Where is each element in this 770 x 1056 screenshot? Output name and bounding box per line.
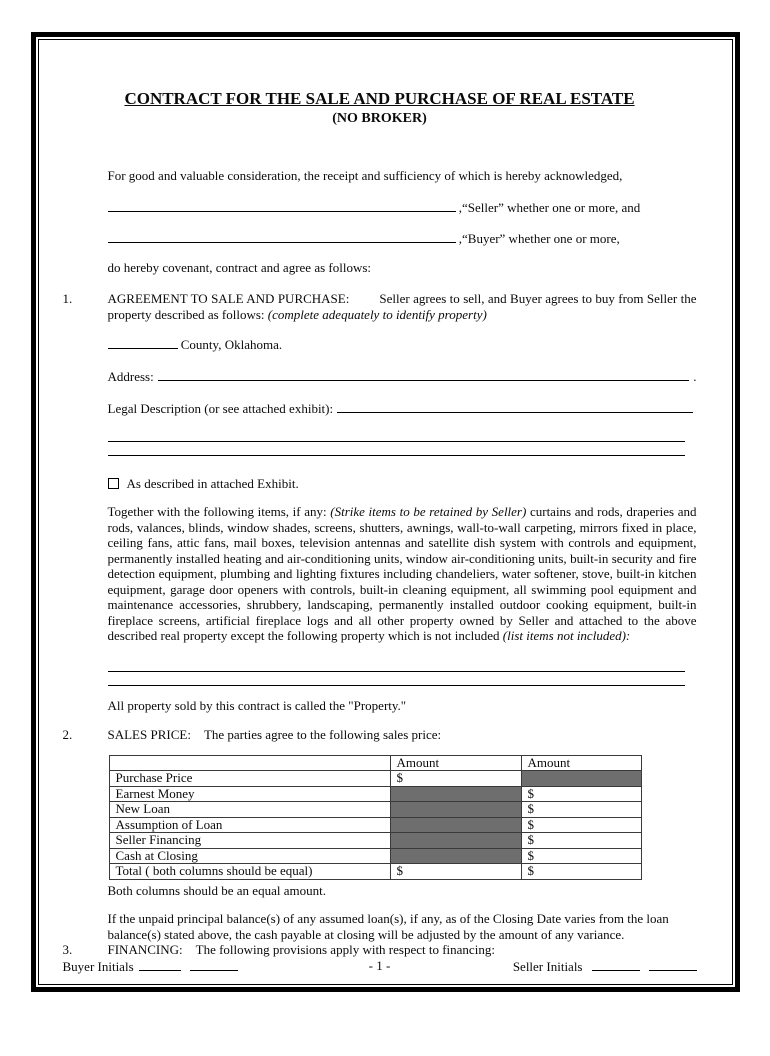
amount-column-1-header: Amount	[390, 755, 521, 771]
amount-col2-cell	[521, 771, 641, 787]
legal-description-line	[108, 400, 697, 417]
amount-col2-cell[interactable]: $	[521, 802, 641, 818]
address-period: .	[693, 368, 697, 384]
amount-col1-cell[interactable]: $	[390, 864, 521, 880]
buyer-initials-label: Buyer Initials	[62, 958, 134, 974]
section-2-text: The parties agree to the following sales price:	[203, 727, 442, 742]
included-items-text-2: curtains and rods, draperies and rods, valances, blinds, window shades, screens, shutters, awnings, wall-to-wall carpeting, mirrors fixed in place, ceiling fans, attic fans, mail boxes, television antennas and satellite dish system with controls and equipment, permanently installed heating and air-conditioning units, window air-conditioning units, built-in security and fire detection equipment, plumbing and lighting fixtures including chandeliers, water softener, stove, built-in kitchen equipment, garage door openers with controls, built-in cleaning equipment, all swimming pool equipment and maintenance accessories, shrubbery, landscaping, permanently installed outdoor cooking equipment, built-in fireplace screens, artificial fireplace logs and all other property owned by Seller and attached to the above described real property except the following property which is not included	[107, 504, 697, 643]
seller-initials-blank-2[interactable]	[649, 958, 697, 971]
row-label: Seller Financing	[109, 833, 390, 849]
amount-col1-cell	[390, 833, 521, 849]
item-column-header	[109, 755, 390, 771]
row-label: Cash at Closing	[109, 848, 390, 864]
row-label: Earnest Money	[109, 786, 390, 802]
opening-paragraph: For good and valuable consideration, the receipt and sufficiency of which is hereby acknowledged,	[107, 168, 623, 183]
buyer-name-line	[108, 230, 697, 247]
legal-description-label: Legal Description (or see attached exhibit):	[107, 401, 334, 416]
covenant-text: do hereby covenant, contract and agree as follows:	[107, 259, 372, 275]
seller-initials-blank-1[interactable]	[592, 958, 640, 971]
sales-table-body	[109, 771, 641, 880]
sales-table-row	[109, 833, 641, 849]
amount-col2-cell[interactable]: $	[521, 864, 641, 880]
county-suffix-text: County, Oklahoma.	[180, 337, 283, 352]
page-content	[38, 39, 733, 985]
amount-col1-cell	[390, 848, 521, 864]
document-canvas	[0, 32, 770, 1056]
seller-initials-label: Seller Initials	[512, 958, 583, 974]
page-number: - 1 -	[368, 957, 391, 973]
address-blank[interactable]	[158, 368, 690, 381]
loan-variance-paragraph: If the unpaid principal balance(s) of any assumed loan(s), if any, as of the Closing Date varies from the loan balance(s) stated above, the cash payable at closing will be adjusted by the amount of any variance.	[107, 911, 669, 942]
address-label: Address:	[107, 368, 154, 384]
sales-table-header-row	[109, 755, 641, 771]
section-1-italic-note: (complete adequately to identify property)	[267, 306, 487, 322]
legal-description-blank-1[interactable]	[337, 400, 692, 413]
included-items-text-1: Together with the following items, if any:	[107, 504, 331, 519]
amount-col1-cell	[390, 817, 521, 833]
sales-table-row	[109, 802, 641, 818]
section-3-number: 3.	[62, 942, 73, 957]
seller-name-line	[108, 199, 697, 216]
strike-items-italic: (Strike items to be retained by Seller)	[330, 504, 527, 519]
sales-price-table	[109, 755, 642, 880]
exhibit-checkbox-label: As described in attached Exhibit.	[126, 475, 299, 491]
sales-table-row	[109, 771, 641, 787]
buyer-suffix-text: ,“Buyer” whether one or more,	[458, 231, 620, 246]
section-3	[63, 942, 697, 958]
excluded-items-blank-2[interactable]	[108, 685, 685, 686]
exhibit-checkbox-row	[108, 476, 697, 492]
exhibit-checkbox[interactable]	[108, 478, 119, 489]
county-blank[interactable]	[108, 336, 178, 349]
amount-col2-cell[interactable]: $	[521, 786, 641, 802]
sales-table-row	[109, 864, 641, 880]
section-2-paragraph	[108, 727, 697, 743]
buyer-initials-blank-2[interactable]	[190, 958, 238, 971]
section-1-paragraph	[108, 291, 697, 322]
seller-suffix-text: ,“Seller” whether one or more, and	[458, 199, 641, 215]
section-2	[63, 727, 697, 743]
amount-col1-cell[interactable]: $	[390, 771, 521, 787]
amount-col1-cell	[390, 786, 521, 802]
section-3-text: The following provisions apply with respect to financing:	[195, 942, 495, 957]
seller-initials-group	[513, 958, 697, 975]
county-line	[108, 336, 697, 353]
included-items-paragraph	[108, 504, 697, 644]
legal-description-blank-3[interactable]	[108, 455, 685, 456]
sales-table-row	[109, 848, 641, 864]
buyer-name-blank[interactable]	[108, 230, 456, 243]
list-items-italic: (list items not included):	[502, 628, 631, 643]
section-1	[63, 291, 697, 322]
row-label: Purchase Price	[109, 771, 390, 787]
amount-col2-cell[interactable]: $	[521, 817, 641, 833]
amount-col2-cell[interactable]: $	[521, 848, 641, 864]
property-definition-text: All property sold by this contract is called the "Property."	[107, 697, 407, 713]
amount-col1-cell	[390, 802, 521, 818]
buyer-initials-blank-1[interactable]	[139, 958, 181, 971]
sales-table-row	[109, 786, 641, 802]
document-subtitle: (NO BROKER)	[332, 111, 427, 126]
section-2-heading: SALES PRICE:	[107, 727, 191, 742]
section-2-number: 2.	[62, 727, 73, 742]
row-label: New Loan	[109, 802, 390, 818]
section-1-text: Seller agrees to sell, and Buyer agrees to buy from Seller the property described as follows:	[107, 291, 697, 322]
equal-columns-note: Both columns should be an equal amount.	[107, 882, 326, 898]
section-1-heading: AGREEMENT TO SALE AND PURCHASE:	[107, 291, 350, 306]
row-label: Total ( both columns should be equal)	[109, 864, 390, 880]
amount-col2-cell[interactable]: $	[521, 833, 641, 849]
section-1-number: 1.	[62, 291, 73, 306]
section-3-heading: FINANCING:	[107, 942, 183, 957]
section-3-paragraph	[108, 942, 697, 958]
document-title: CONTRACT FOR THE SALE AND PURCHASE OF REAL ESTATE	[124, 89, 635, 108]
address-line	[108, 368, 697, 385]
contract-page	[31, 32, 740, 992]
sales-table-row	[109, 817, 641, 833]
page-footer	[63, 958, 697, 975]
amount-column-2-header: Amount	[521, 755, 641, 771]
row-label: Assumption of Loan	[109, 817, 390, 833]
excluded-items-blank-1[interactable]	[108, 671, 685, 672]
seller-name-blank[interactable]	[108, 199, 456, 212]
buyer-initials-group	[63, 958, 238, 975]
legal-description-blank-2[interactable]	[108, 441, 685, 442]
